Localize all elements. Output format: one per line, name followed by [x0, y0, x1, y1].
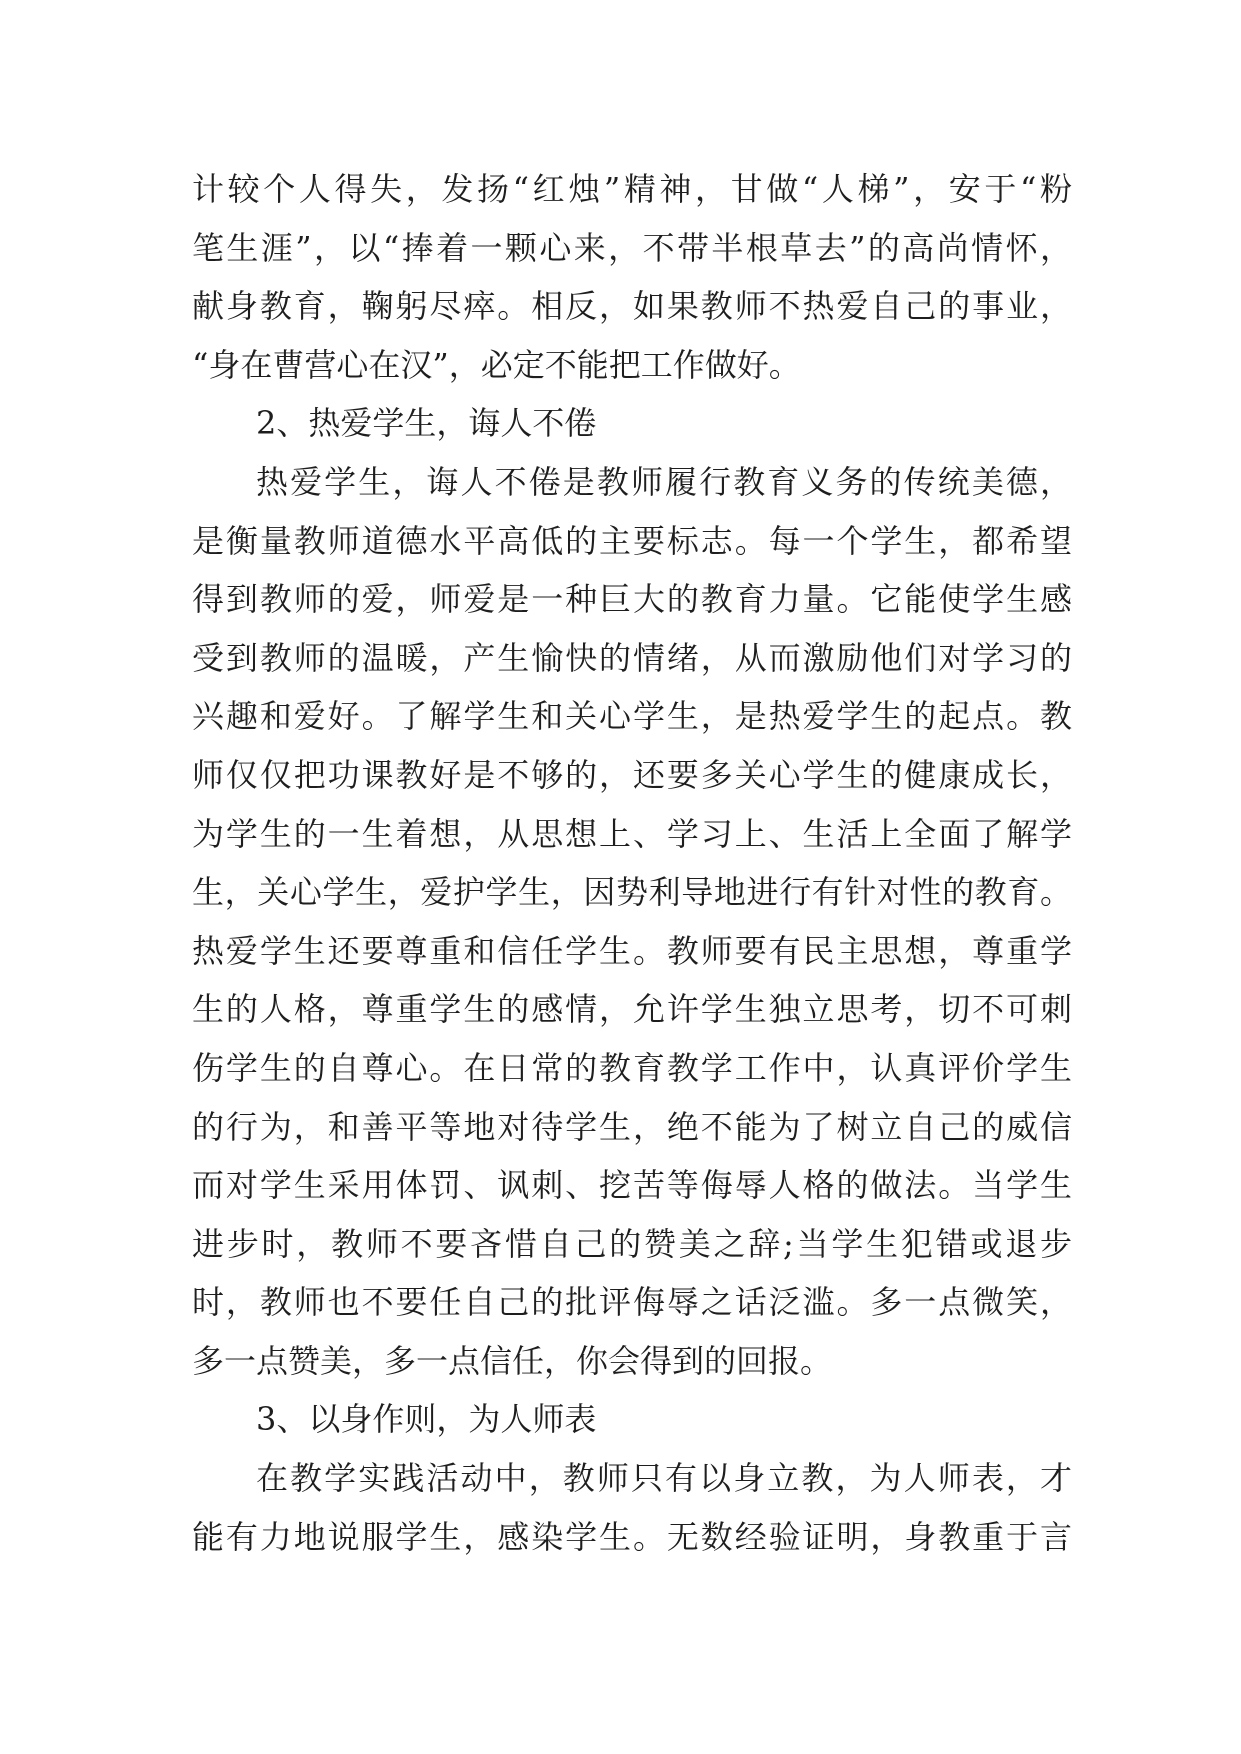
section-heading: 3、以身作则，为人师表: [256, 1400, 597, 1439]
body-text-line: 时，教师也不要任自己的批评侮辱之话泛滥。多一点微笑，: [192, 1283, 1072, 1322]
body-text-line: 生，关心学生，爱护学生，因势利导地进行有针对性的教育。: [192, 873, 1072, 912]
body-text-line: 而对学生采用体罚、讽刺、挖苦等侮辱人格的做法。当学生: [192, 1166, 1072, 1205]
body-text-line: 受到教师的温暖，产生愉快的情绪，从而激励他们对学习的: [192, 638, 1072, 677]
body-text-line: 热爱学生，诲人不倦是教师履行教育义务的传统美德，: [256, 462, 1072, 501]
body-text-line: 得到教师的爱，师爱是一种巨大的教育力量。它能使学生感: [192, 580, 1072, 619]
body-text-line: 献身教育，鞠躬尽瘁。相反，如果教师不热爱自己的事业，: [192, 287, 1072, 326]
body-text-line: 兴趣和爱好。了解学生和关心学生，是热爱学生的起点。教: [192, 697, 1072, 736]
body-text-line: 笔生涯”，以“捧着一颗心来，不带半根草去”的高尚情怀，: [192, 228, 1072, 267]
body-text-line: 计较个人得失，发扬“红烛”精神，甘做“人梯”，安于“粉: [192, 170, 1072, 208]
body-text-line: 多一点赞美，多一点信任，你会得到的回报。: [192, 1341, 833, 1380]
body-text-line: 的行为，和善平等地对待学生，绝不能为了树立自己的威信: [192, 1107, 1072, 1146]
document-body: [192, 160, 1072, 1566]
body-text-line: 师仅仅把功课教好是不够的，还要多关心学生的健康成长，: [192, 755, 1072, 794]
body-text-line: “身在曹营心在汉”，必定不能把工作做好。: [192, 345, 801, 384]
body-text-line: 伤学生的自尊心。在日常的教育教学工作中，认真评价学生: [192, 1048, 1072, 1087]
body-text-line: 能有力地说服学生，感染学生。无数经验证明，身教重于言: [192, 1517, 1072, 1556]
body-text-line: 在教学实践活动中，教师只有以身立教，为人师表，才: [256, 1459, 1072, 1498]
body-text-line: 热爱学生还要尊重和信任学生。教师要有民主思想，尊重学: [192, 931, 1072, 970]
body-text-line: 是衡量教师道德水平高低的主要标志。每一个学生，都希望: [192, 521, 1072, 560]
body-text-line: 生的人格，尊重学生的感情，允许学生独立思考，切不可刺: [192, 990, 1072, 1029]
section-heading: 2、热爱学生，诲人不倦: [256, 404, 597, 443]
body-text-line: 为学生的一生着想，从思想上、学习上、生活上全面了解学: [192, 814, 1072, 853]
body-text-line: 进步时，教师不要吝惜自己的赞美之辞;当学生犯错或退步: [192, 1224, 1072, 1263]
